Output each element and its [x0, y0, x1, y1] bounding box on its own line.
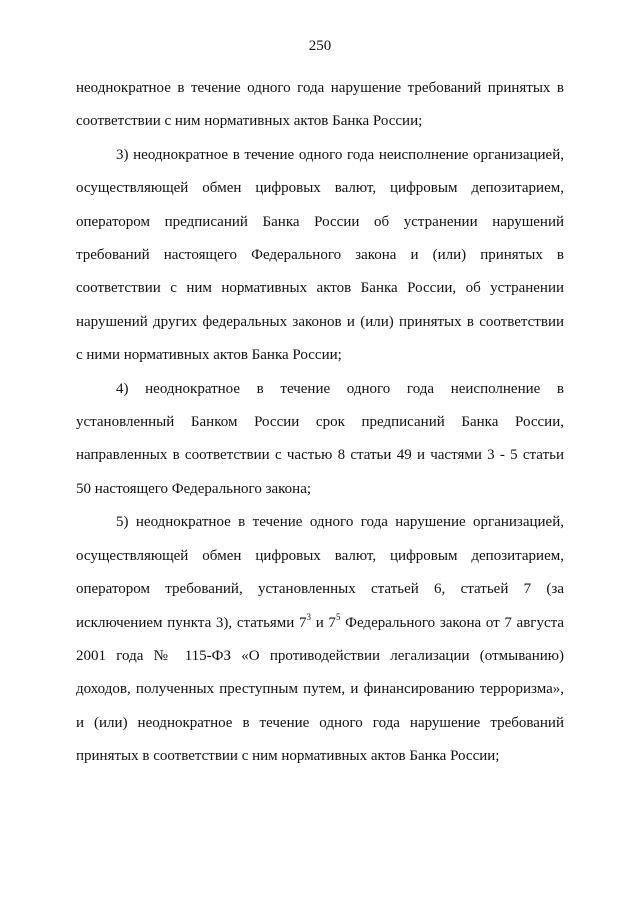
text-line: осуществляющей обмен цифровых валют, цифровым депозитарием, [76, 547, 564, 564]
text-line: 5) неоднократное в течение одного года нарушение организацией, [116, 514, 564, 531]
paragraph-continuation [76, 72, 564, 139]
text-line: оператором предписаний Банка России об устранении нарушений [76, 213, 564, 230]
text-line: 4) неоднократное в течение одного года неисполнение в [116, 380, 564, 397]
document-body [76, 72, 564, 774]
superscript: 3 [306, 611, 312, 622]
text-line: установленный Банком России срок предписаний Банка России, [76, 414, 564, 431]
text-line: 50 настоящего Федерального закона; [76, 480, 312, 497]
text-line: оператором требований, установленных статьей 6, статьей 7 (за [76, 581, 564, 598]
text-line: 2001 года № 115-ФЗ «О противодействии легализации (отмыванию) [76, 647, 564, 664]
text-fragment: Федерального закона от 7 августа [340, 614, 565, 631]
paragraph-item-5 [76, 506, 564, 773]
superscript: 5 [335, 611, 341, 622]
text-fragment: исключением пункта 3), статьями 7 [76, 614, 307, 631]
text-line: соответствии с ним нормативных актов Банка России; [76, 113, 423, 130]
text-line: доходов, полученных преступным путем, и финансированию терроризма», [76, 681, 564, 698]
text-line: требований настоящего Федерального закона и (или) принятых в [76, 247, 564, 264]
text-fragment: и 7 [311, 614, 336, 631]
paragraph-item-4 [76, 373, 564, 507]
text-line: неоднократное в течение одного года нарушение требований принятых в [76, 80, 564, 96]
text-line-with-superscripts [76, 607, 564, 640]
text-line: 3) неоднократное в течение одного года неисполнение организацией, [116, 146, 564, 163]
page-number: 250 [308, 38, 332, 54]
text-line: и (или) неоднократное в течение одного года нарушение требований [76, 714, 564, 731]
text-line: осуществляющей обмен цифровых валют, цифровым депозитарием, [76, 180, 564, 197]
text-line: с ними нормативных актов Банка России; [76, 347, 342, 364]
text-line: принятых в соответствии с ним нормативных актов Банка России; [76, 748, 500, 765]
paragraph-item-3 [76, 139, 564, 373]
text-line: направленных в соответствии с частью 8 статьи 49 и частями 3 - 5 статьи [76, 447, 564, 464]
text-line: нарушений других федеральных законов и (или) принятых в соответствии [76, 313, 564, 330]
text-line: соответствии с ним нормативных актов Банка России, об устранении [76, 280, 564, 297]
